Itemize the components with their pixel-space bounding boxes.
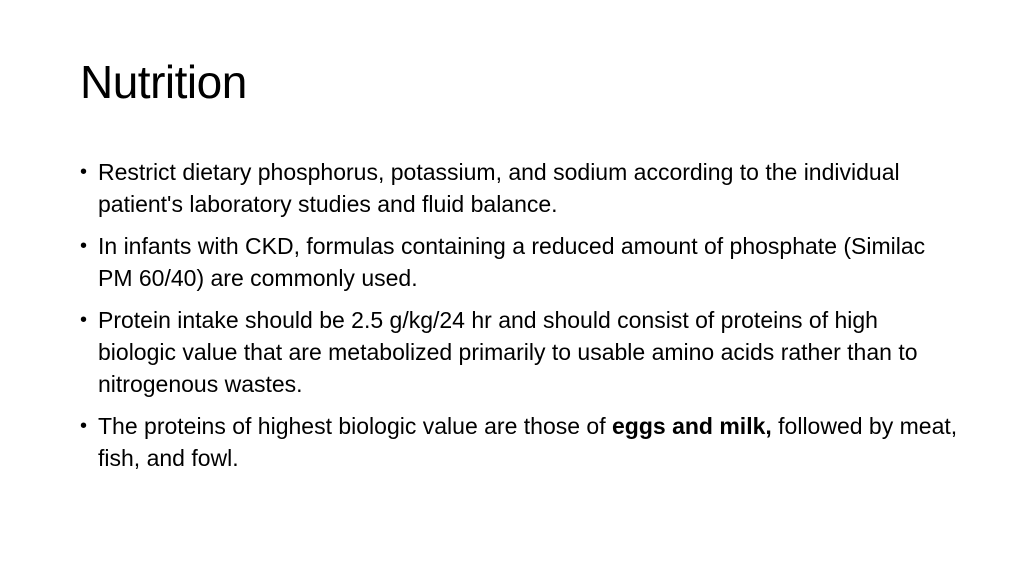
bullet-text: Protein intake should be 2.5 g/kg/24 hr and should consist of proteins of high biologic value that are metabolized primarily to usable amino acids rather than to nitrogenous wastes. <box>98 307 918 397</box>
bullet-item <box>80 410 960 474</box>
bullet-marker: • <box>80 161 88 183</box>
bullet-text <box>98 410 960 474</box>
slide-title: Nutrition <box>80 56 247 108</box>
bullet-marker: • <box>80 309 88 331</box>
bullet-marker: • <box>80 235 88 257</box>
bullet-text-before: The proteins of highest biologic value are those of <box>98 413 612 439</box>
bullet-text: Restrict dietary phosphorus, potassium, and sodium according to the individual patient's laboratory studies and fluid balance. <box>98 159 900 217</box>
bullet-text-after: followed by meat, fish, and fowl. <box>98 413 958 471</box>
bullet-item <box>80 304 960 400</box>
bullet-marker: • <box>80 415 88 437</box>
bullet-list <box>80 156 960 484</box>
bullet-item <box>80 230 960 294</box>
bullet-text: In infants with CKD, formulas containing a reduced amount of phosphate (Similac PM 60/40) are commonly used. <box>98 233 926 291</box>
bullet-text-bold: eggs and milk, <box>612 413 772 439</box>
bullet-item <box>80 156 960 220</box>
